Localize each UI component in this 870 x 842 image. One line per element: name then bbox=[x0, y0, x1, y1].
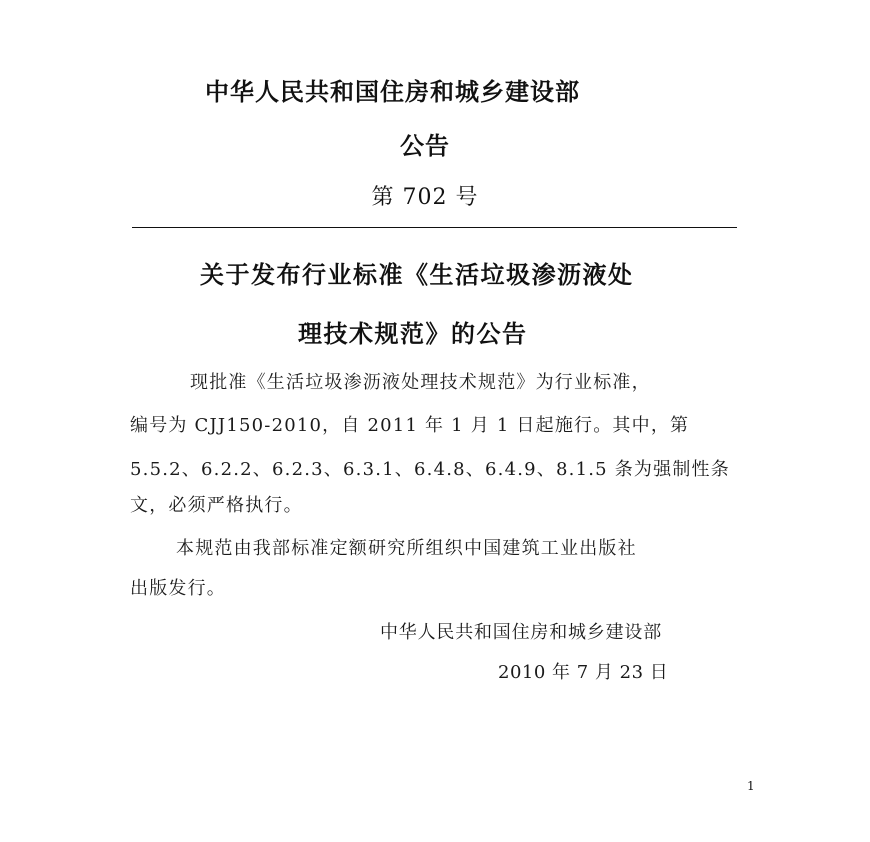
paragraph-1-line-1: 现批准《生活垃圾渗沥液处理技术规范》为行业标准， bbox=[190, 372, 651, 393]
signature-issuer: 中华人民共和国住房和城乡建设部 bbox=[380, 622, 662, 643]
signature-date: 2010 年 7 月 23 日 bbox=[498, 662, 669, 683]
page-number: 1 bbox=[747, 779, 755, 793]
paragraph-2-line-1: 本规范由我部标准定额研究所组织中国建筑工业出版社 bbox=[176, 538, 637, 559]
paragraph-1-line-3: 5.5.2、6.2.2、6.2.3、6.3.1、6.4.8、6.4.9、8.1.5 条为强制性条 bbox=[130, 459, 730, 480]
paragraph-2-line-2: 出版发行。 bbox=[130, 578, 226, 599]
announcement-number: 第 702 号 bbox=[371, 185, 479, 210]
doc-type-heading: 公告 bbox=[400, 132, 450, 160]
title-line-1: 关于发布行业标准《生活垃圾渗沥液处 bbox=[200, 261, 634, 289]
header-divider bbox=[132, 227, 737, 228]
paragraph-1-line-4: 文，必须严格执行。 bbox=[130, 495, 303, 516]
title-line-2: 理技术规范》的公告 bbox=[298, 320, 528, 348]
issuer-heading: 中华人民共和国住房和城乡建设部 bbox=[205, 78, 580, 106]
paragraph-1-line-2: 编号为 CJJ150-2010，自 2011 年 1 月 1 日起施行。其中，第 bbox=[130, 415, 690, 436]
